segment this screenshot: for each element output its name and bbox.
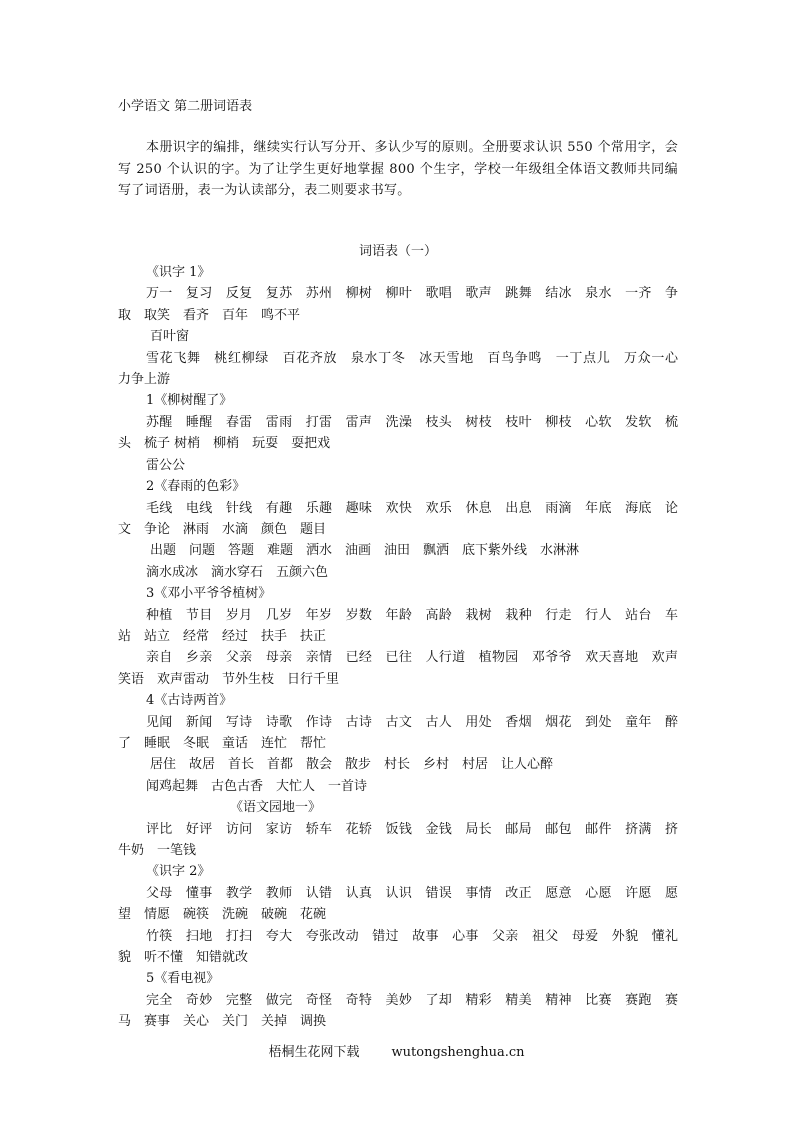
word-list: 评比 好评 访问 家访 轿车 花轿 饭钱 金钱 局长 邮局 邮包 邮件 挤满 挤牛奶 一笔钱 [118,821,678,858]
word-list: 亲自 乡亲 父亲 母亲 亲情 已经 已往 人行道 植物园 邓爷爷 欢天喜地 欢声笑语 欢声雷动 节外生枝 日行千里 [118,650,678,687]
section-heading: 2《春雨的色彩》 [146,479,246,495]
word-list: 滴水成冰 滴水穿石 五颜六色 [146,564,329,580]
section-heading: 1《柳树醒了》 [146,393,233,409]
intro-paragraph: 本册识字的编排，继续实行认写分开、多认少写的原则。全册要求认识 550 个常用字，会写 250 个认识的字。为了让学生更好地掌握 800 个生字，学校一年级组全体语文教师共同编写了词语册，表一为认读部分，表二则要求书写。 [118,140,678,199]
section-heading: 《识字 1》 [146,265,211,281]
section-heading: 4《古诗两首》 [146,693,233,709]
word-list: 见闻 新闻 写诗 诗歌 作诗 古诗 古文 古人 用处 香烟 烟花 到处 童年 醉了 睡眠 冬眠 童话 连忙 帮忙 [118,714,678,751]
section-heading: 5《看电视》 [146,971,220,987]
section-heading: 3《邓小平爷爷植树》 [146,586,272,602]
section-heading: 《语文园地一》 [230,800,322,816]
page-footer [0,1041,793,1060]
footer-site-url[interactable]: wutongshenghua.cn [391,1045,525,1060]
word-list: 竹筷 扫地 打扫 夸大 夸张改动 错过 故事 心事 父亲 祖父 母爱 外貌 懂礼貌 听不懂 知错就改 [118,928,678,966]
section-heading: 《识字 2》 [146,864,211,880]
footer-site-name: 梧桐生花网下载 [268,1045,360,1060]
word-list: 完全 奇妙 完整 做完 奇怪 奇特 美妙 了却 精彩 精美 精神 比赛 赛跑 赛马 赛事 关心 关门 关掉 调换 [118,992,678,1030]
word-list: 万一 复习 反复 复苏 苏州 柳树 柳叶 歌唱 歌声 跳舞 结冰 泉水 一齐 争取 取笑 看齐 百年 鸣不平 [118,286,678,323]
word-list: 闻鸡起舞 古色古香 大忙人 一首诗 [146,778,368,794]
word-list: 出题 问题 答题 难题 洒水 油画 油田 飘洒 底下紫外线 水淋淋 [150,543,580,559]
table-title: 词语表（一） [358,243,437,259]
document-page [118,96,692,1033]
word-list: 雷公公 [146,457,186,473]
word-list: 居住 故居 首长 首都 散会 散步 村长 乡村 村居 让人心醉 [150,757,554,773]
document-title: 小学语文 第二册词语表 [118,99,253,114]
word-list: 苏醒 睡醒 春雷 雷雨 打雷 雷声 洗澡 枝头 树枝 枝叶 柳枝 心软 发软 梳头 梳子 树梢 柳梢 玩耍 耍把戏 [118,414,678,452]
word-list: 种植 节目 岁月 几岁 年岁 岁数 年龄 高龄 栽树 栽种 行走 行人 站台 车站 站立 经常 经过 扶手 扶正 [118,607,678,644]
word-list: 父母 懂事 教学 教师 认错 认真 认识 错误 事情 改正 愿意 心愿 许愿 愿望 情愿 碗筷 洗碗 破碗 花碗 [118,885,678,923]
word-list: 百叶窗 [150,329,190,345]
word-list: 雪花飞舞 桃红柳绿 百花齐放 泉水丁冬 冰天雪地 百鸟争鸣 一丁点儿 万众一心 力争上游 [118,350,692,388]
word-list: 毛线 电线 针线 有趣 乐趣 趣味 欢快 欢乐 休息 出息 雨滴 年底 海底 论文 争论 淋雨 水滴 颜色 题目 [118,500,678,537]
